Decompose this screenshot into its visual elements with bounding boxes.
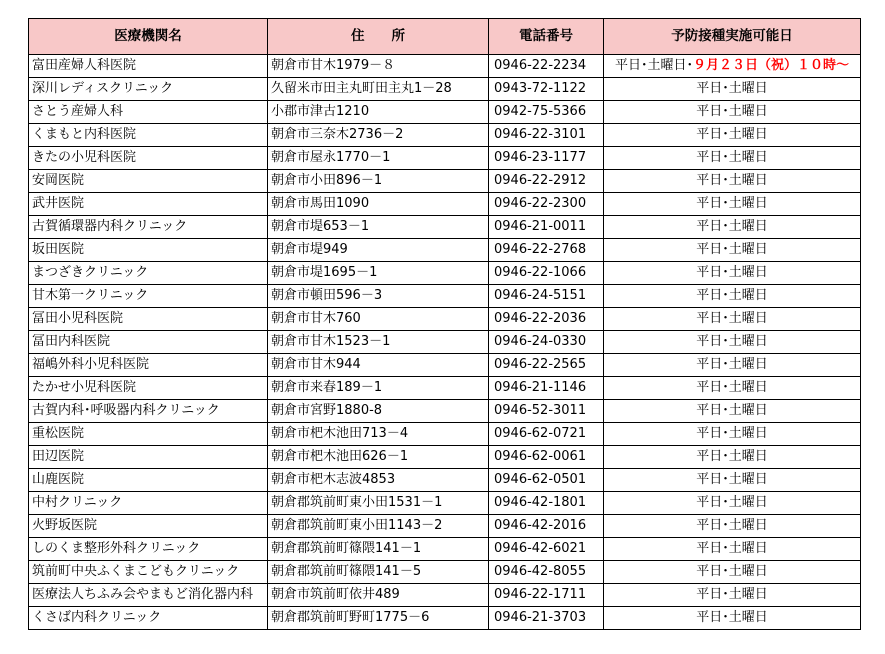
cell-address: 朝倉郡筑前町東小田1143－2 [268,515,489,538]
cell-days [604,377,861,400]
table-row [29,423,861,446]
cell-days [604,331,861,354]
cell-address: 朝倉市三奈木2736－2 [268,124,489,147]
cell-name: 火野坂医院 [29,515,268,538]
cell-phone: 0946-22-3101 [489,124,604,147]
cell-phone: 0946-62-0721 [489,423,604,446]
days-text: 平日･土曜日 [696,288,768,303]
table-row [29,446,861,469]
cell-address: 朝倉市屋永1770－1 [268,147,489,170]
cell-address: 小郡市津古1210 [268,101,489,124]
days-text: 平日･土曜日 [696,357,768,372]
cell-phone: 0946-62-0061 [489,446,604,469]
clinic-table-sheet [28,18,861,630]
cell-phone: 0946-42-6021 [489,538,604,561]
table-row [29,124,861,147]
table-row [29,492,861,515]
cell-address: 久留米市田主丸町田主丸1－28 [268,78,489,101]
cell-phone: 0946-21-3703 [489,607,604,630]
cell-name: 福嶋外科小児科医院 [29,354,268,377]
days-text: 平日･土曜日 [696,472,768,487]
cell-phone: 0946-42-2016 [489,515,604,538]
cell-days [604,55,861,78]
cell-name: きたの小児科医院 [29,147,268,170]
cell-address: 朝倉市杷木志波4853 [268,469,489,492]
header-name: 医療機関名 [29,19,268,55]
table-header [29,19,861,55]
cell-phone: 0946-23-1177 [489,147,604,170]
cell-days [604,492,861,515]
cell-days [604,423,861,446]
cell-name: くさば内科クリニック [29,607,268,630]
cell-phone: 0946-62-0501 [489,469,604,492]
days-text: 平日･土曜日 [696,564,768,579]
cell-days [604,515,861,538]
cell-days [604,239,861,262]
cell-phone: 0946-21-1146 [489,377,604,400]
cell-days [604,354,861,377]
cell-name: 武井医院 [29,193,268,216]
cell-days [604,561,861,584]
days-text: 平日･土曜日 [696,242,768,257]
days-text: 平日･土曜日 [696,449,768,464]
header-row [29,19,861,55]
cell-name: しのくま整形外科クリニック [29,538,268,561]
days-text: 平日･土曜日 [696,127,768,142]
cell-days [604,193,861,216]
cell-address: 朝倉市堤949 [268,239,489,262]
cell-name: 筑前町中央ふくまこどもクリニック [29,561,268,584]
cell-name: 山鹿医院 [29,469,268,492]
cell-phone: 0946-52-3011 [489,400,604,423]
days-text: 平日･土曜日 [696,219,768,234]
cell-phone: 0946-24-5151 [489,285,604,308]
table-body [29,55,861,630]
cell-phone: 0946-22-2912 [489,170,604,193]
cell-name: 安岡医院 [29,170,268,193]
cell-name: 冨田内科医院 [29,331,268,354]
days-text: 平日･土曜日 [696,380,768,395]
cell-phone: 0946-24-0330 [489,331,604,354]
cell-name: さとう産婦人科 [29,101,268,124]
table-row [29,78,861,101]
cell-address: 朝倉郡筑前町篠隈141－5 [268,561,489,584]
cell-address: 朝倉市宮野1880-8 [268,400,489,423]
table-row [29,584,861,607]
cell-address: 朝倉市杷木池田713－4 [268,423,489,446]
cell-name: 深川レディスクリニック [29,78,268,101]
table-row [29,469,861,492]
cell-name: 冨田小児科医院 [29,308,268,331]
days-text: 平日･土曜日･ [614,58,693,73]
days-text: 平日･土曜日 [696,541,768,556]
cell-phone: 0946-22-2565 [489,354,604,377]
days-text: 平日･土曜日 [696,150,768,165]
cell-address: 朝倉市甘木944 [268,354,489,377]
cell-phone: 0942-75-5366 [489,101,604,124]
cell-phone: 0946-22-1066 [489,262,604,285]
table-row [29,193,861,216]
cell-phone: 0946-42-8055 [489,561,604,584]
cell-days [604,285,861,308]
header-address: 住 所 [268,19,489,55]
days-text: 平日･土曜日 [696,610,768,625]
header-days: 予防接種実施可能日 [604,19,861,55]
table-row [29,101,861,124]
cell-address: 朝倉市堤653－1 [268,216,489,239]
cell-name: 古賀内科･呼吸器内科クリニック [29,400,268,423]
cell-days [604,607,861,630]
days-text: 平日･土曜日 [696,311,768,326]
cell-days [604,216,861,239]
days-text: 平日･土曜日 [696,173,768,188]
days-text: 平日･土曜日 [696,196,768,211]
cell-days [604,170,861,193]
table-row [29,308,861,331]
cell-days [604,584,861,607]
cell-phone: 0946-22-2036 [489,308,604,331]
table-row [29,400,861,423]
cell-days [604,124,861,147]
cell-days [604,446,861,469]
table-row [29,331,861,354]
cell-address: 朝倉市小田896－1 [268,170,489,193]
cell-phone: 0946-42-1801 [489,492,604,515]
table-row [29,607,861,630]
cell-address: 朝倉市甘木760 [268,308,489,331]
cell-days [604,147,861,170]
days-text: 平日･土曜日 [696,518,768,533]
table-row [29,147,861,170]
cell-address: 朝倉市馬田1090 [268,193,489,216]
table-row [29,239,861,262]
days-text: 平日･土曜日 [696,334,768,349]
table-row [29,55,861,78]
cell-phone: 0946-21-0011 [489,216,604,239]
cell-phone: 0946-22-2234 [489,55,604,78]
clinic-table [28,18,861,630]
cell-days [604,308,861,331]
table-row [29,561,861,584]
cell-address: 朝倉市甘木1523－1 [268,331,489,354]
cell-name: 富田産婦人科医院 [29,55,268,78]
cell-days [604,400,861,423]
cell-address: 朝倉市頓田596－3 [268,285,489,308]
cell-name: 田辺医院 [29,446,268,469]
cell-address: 朝倉郡筑前町野町1775－6 [268,607,489,630]
cell-days [604,78,861,101]
cell-address: 朝倉郡筑前町東小田1531－1 [268,492,489,515]
cell-name: 重松医院 [29,423,268,446]
days-extra-note: ９月２３日（祝）１０時～ [693,58,850,73]
cell-name: 中村クリニック [29,492,268,515]
cell-address: 朝倉郡筑前町篠隈141－1 [268,538,489,561]
days-text: 平日･土曜日 [696,104,768,119]
cell-address: 朝倉市筑前町依井489 [268,584,489,607]
cell-address: 朝倉市甘木1979－８ [268,55,489,78]
cell-days [604,262,861,285]
cell-phone: 0946-22-2768 [489,239,604,262]
cell-name: まつざきクリニック [29,262,268,285]
cell-days [604,538,861,561]
cell-name: たかせ小児科医院 [29,377,268,400]
cell-name: くまもと内科医院 [29,124,268,147]
cell-name: 坂田医院 [29,239,268,262]
header-phone: 電話番号 [489,19,604,55]
cell-address: 朝倉市来春189－1 [268,377,489,400]
cell-name: 甘木第一クリニック [29,285,268,308]
cell-phone: 0943-72-1122 [489,78,604,101]
cell-days [604,101,861,124]
table-row [29,170,861,193]
cell-phone: 0946-22-2300 [489,193,604,216]
cell-address: 朝倉市杷木池田626－1 [268,446,489,469]
days-text: 平日･土曜日 [696,426,768,441]
table-row [29,285,861,308]
cell-name: 古賀循環器内科クリニック [29,216,268,239]
cell-days [604,469,861,492]
days-text: 平日･土曜日 [696,495,768,510]
table-row [29,262,861,285]
table-row [29,377,861,400]
days-text: 平日･土曜日 [696,81,768,96]
days-text: 平日･土曜日 [696,265,768,280]
cell-name: 医療法人ちふみ会やまもど消化器内科 [29,584,268,607]
table-row [29,216,861,239]
days-text: 平日･土曜日 [696,587,768,602]
cell-address: 朝倉市堤1695－1 [268,262,489,285]
cell-phone: 0946-22-1711 [489,584,604,607]
table-row [29,515,861,538]
days-text: 平日･土曜日 [696,403,768,418]
table-row [29,538,861,561]
table-row [29,354,861,377]
